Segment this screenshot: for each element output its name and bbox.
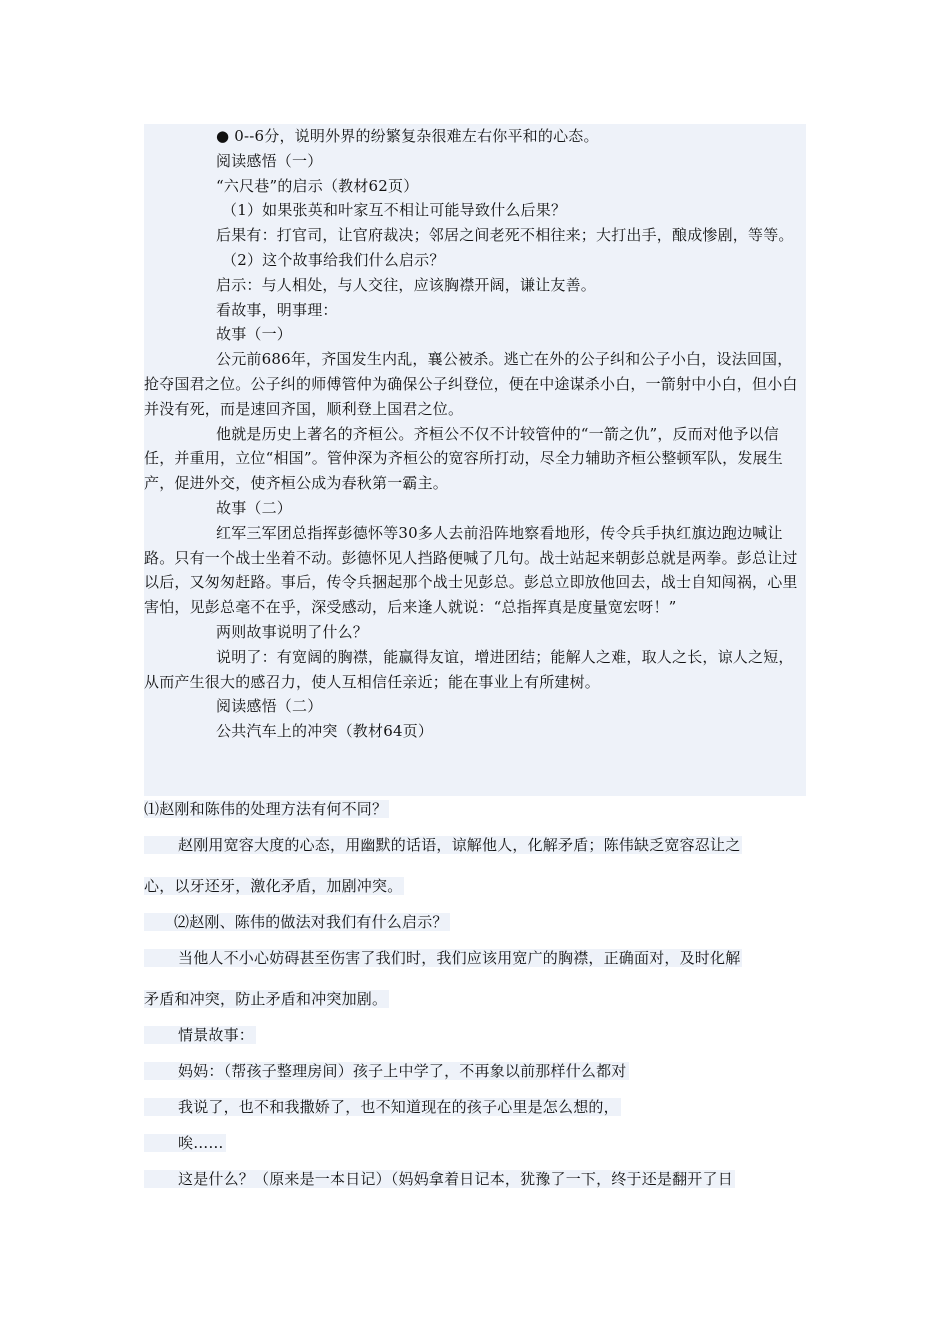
answer-bus-2-line-1: 当他人不小心妨碍甚至伤害了我们时，我们应该用宽广的胸襟，正确面对，及时化解 <box>144 946 742 970</box>
scenario-line-1: 妈妈：（帮孩子整理房间）孩子上中学了，不再象以前那样什么都对 <box>144 1059 629 1083</box>
question-stories: 两则故事说明了什么？ <box>216 622 369 641</box>
reading-section-one <box>144 124 806 744</box>
answer-bus-1-line-2: 心，以牙还牙，激化矛盾，加剧冲突。 <box>144 877 403 895</box>
heading-story-two: 故事（二） <box>216 498 293 517</box>
heading-stories: 看故事，明事理： <box>216 300 338 319</box>
scenario-line-2: 我说了，也不和我撒娇了，也不知道现在的孩子心里是怎么想的， <box>144 1095 621 1119</box>
story-one-para-1: 公元前686年，齐国发生内乱，襄公被杀。逃亡在外的公子纠和公子小白，设法回国，抢夺国君之位。公子纠的师傅管仲为确保公子纠登位，便在中途谋杀小白，一箭射中小白，但小白并没有死，而是速回齐国，顺利登上国君之位。 <box>144 350 798 418</box>
answer-bus-2-line-2: 矛盾和冲突，防止矛盾和冲突加剧。 <box>144 990 388 1008</box>
story-one-para-2: 他就是历史上著名的齐桓公。齐桓公不仅不计较管仲的“一箭之仇”，反而对他予以信任，并重用，立位“相国”。管仲深为齐桓公的宽容所打动，尽全力辅助齐桓公整顿军队，发展生产，促进外交，使齐桓公成为春秋第一霸主。 <box>144 424 783 493</box>
story-two-para: 红军三军团总指挥彭德怀等30多人去前沿阵地察看地形，传令兵手执红旗边跑边喊让路。只有一个战士坐着不动。彭德怀见人挡路便喊了几句。战士站起来朝彭总就是两拳。彭总让过以后，又匆匆赶路。事后，传令兵捆起那个战士见彭总。彭总立即放他回去，战士自知闯祸，心里害怕，见彭总毫不在乎，深受感动，后来逢人就说：“总指挥真是度量宽宏呀！” <box>144 523 798 617</box>
question-bus-1: ⑴赵刚和陈伟的处理方法有何不同？ <box>144 800 388 818</box>
scenario-line-4: 这是什么？（原来是一本日记）（妈妈拿着日记本，犹豫了一下，终于还是翻开了日 <box>144 1167 735 1191</box>
question-bus-2: ⑵赵刚、陈伟的做法对我们有什么启示？ <box>144 910 450 934</box>
heading-story-one: 故事（一） <box>216 325 293 344</box>
answer-1: 后果有：打官司，让官府裁决；邻居之间老死不相往来；大打出手，酿成惨剧，等等。 <box>216 226 794 245</box>
score-note: ● 0--6分，说明外界的纷繁复杂很难左右你平和的心态。 <box>216 127 599 145</box>
answer-bus-1-line-1: 赵刚用宽容大度的心态，用幽默的话语，谅解他人，化解矛盾；陈伟缺乏宽容忍让之 <box>144 833 742 857</box>
heading-bus-conflict: 公共汽车上的冲突（教材64页） <box>216 722 434 741</box>
answer-2: 启示：与人相处，与人交往，应该胸襟开阔，谦让友善。 <box>216 275 597 294</box>
heading-reading-one: 阅读感悟（一） <box>216 151 323 170</box>
heading-liuchixiang: “六尺巷”的启示（教材62页） <box>216 176 419 195</box>
question-2: （2）这个故事给我们什么启示？ <box>222 250 445 269</box>
heading-reading-two: 阅读感悟（二） <box>216 697 323 716</box>
heading-scenario: 情景故事： <box>144 1023 256 1047</box>
question-1: （1）如果张英和叶家互不相让可能导致什么后果？ <box>222 201 567 220</box>
scenario-line-3: 唉…… <box>144 1131 226 1155</box>
answer-stories: 说明了：有宽阔的胸襟，能赢得友谊，增进团结；能解人之难，取人之长，谅人之短，从而产生很大的感召力，使人互相信任亲近；能在事业上有所建树。 <box>144 647 794 691</box>
